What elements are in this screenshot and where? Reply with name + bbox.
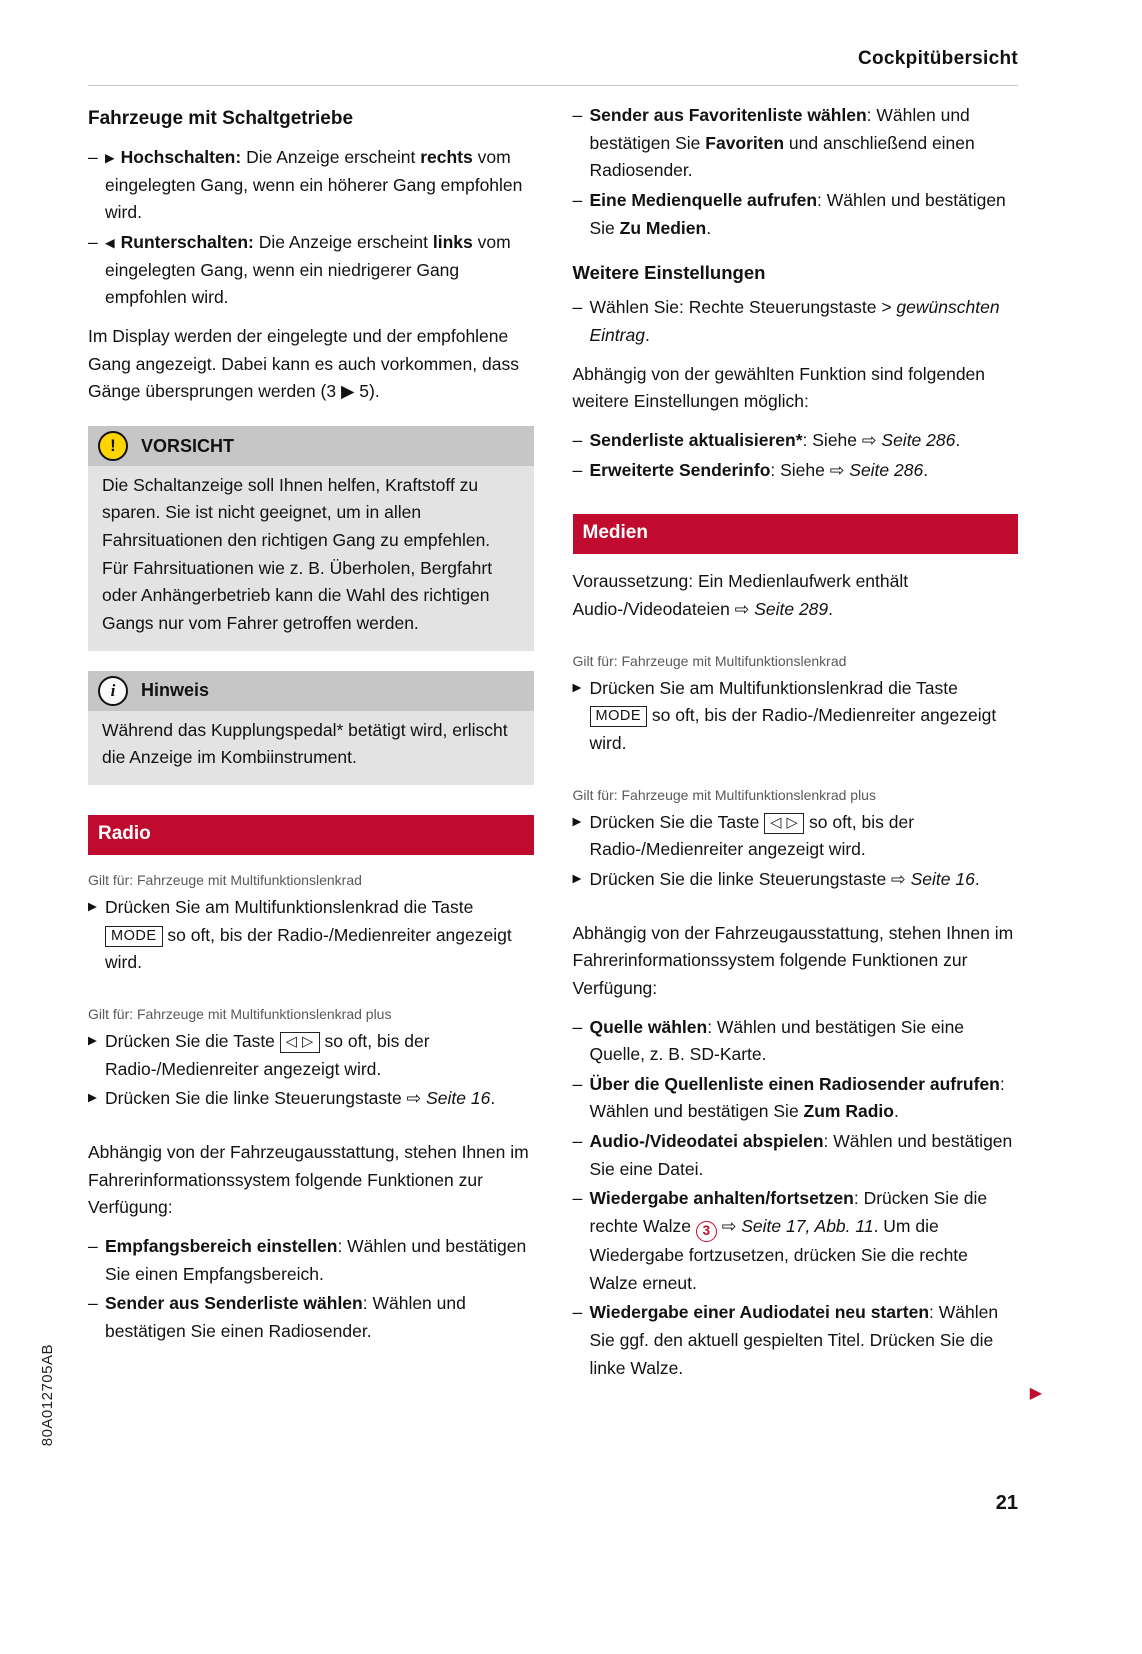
list-item-wiedergabe-neustart — [573, 1299, 1019, 1382]
text-segment: so oft, bis der Radio-/Medienreiter angezeigt wird. — [589, 811, 915, 860]
list-item-text — [590, 102, 1019, 185]
text-segment: . — [706, 217, 712, 238]
text-segment: Drücken Sie am Multifunktionslenkrad die Taste — [105, 897, 474, 918]
step-left-control — [88, 1085, 534, 1113]
text-segment: : Wählen und bestätigen Sie — [589, 1073, 1005, 1122]
text-segment: vom eingelegten Gang, wenn ein niedrigerer Gang empfohlen wird. — [105, 231, 511, 308]
text-segment: Wählen Sie: Rechte Steuerungstaste > — [589, 297, 897, 318]
dash-marker: – — [572, 459, 583, 480]
list-item-runterschalten — [88, 229, 534, 312]
page-reference: Seite 16 — [910, 868, 975, 889]
text-segment: : Wählen und bestätigen Sie — [589, 189, 1006, 238]
list-item-hochschalten — [88, 144, 534, 227]
text-segment: . — [893, 1101, 899, 1122]
emph-links: links — [432, 231, 473, 252]
text-segment: . — [923, 459, 929, 480]
dash-marker: – — [88, 147, 98, 168]
term-bold: Empfangsbereich einstellen — [105, 1235, 338, 1256]
applies-to-note-mfl-plus: Gilt für: Fahrzeuge mit Multifunktionslenkrad plus — [88, 1005, 392, 1022]
term-bold: Über die Quellenliste einen Radiosender aufrufen — [589, 1073, 1000, 1094]
caution-body: Die Schaltanzeige soll Ihnen helfen, Kraftstoff zu sparen. Sie ist nicht geeignet, um in allen Fahrsituationen den richtigen Gang zu empfehlen. Für Fahrsituationen wie z. B. Überholen, Bergfahrt oder Anhängerbetrieb kann die Wahl des richtigen Gangs nur vom Fahrer getroffen werden. — [88, 466, 534, 651]
text-segment: und anschließend einen Radiosender. — [589, 132, 975, 181]
list-item-text — [590, 1071, 1019, 1126]
applies-to-note-mfl: Gilt für: Fahrzeuge mit Multifunktionslenkrad — [572, 652, 847, 669]
dash-marker: – — [572, 1302, 583, 1323]
page-reference: Seite 17, Abb. 11 — [741, 1216, 874, 1237]
step-text — [105, 1028, 534, 1083]
dash-marker: – — [572, 105, 583, 125]
list-item-senderliste-aktualisieren — [573, 427, 1019, 455]
caution-box — [88, 426, 534, 651]
step-left-control — [573, 866, 1019, 894]
content-columns — [88, 102, 1018, 1384]
step-text — [590, 866, 1019, 894]
info-icon — [98, 676, 128, 706]
text-segment: . — [955, 429, 961, 450]
step-skip-key — [573, 809, 1019, 864]
text-segment: Drücken Sie die Taste — [589, 811, 765, 832]
text-segment: Drücken Sie die Taste — [105, 1031, 280, 1052]
text-segment: . — [644, 325, 650, 346]
downshift-arrow-icon: ◀ — [105, 235, 115, 250]
emph-rechts: rechts — [420, 147, 473, 168]
dash-marker: – — [572, 1131, 583, 1152]
list-item-text — [590, 187, 1019, 242]
term-bold: Sender aus Senderliste wählen — [105, 1293, 363, 1314]
list-item-text — [105, 1233, 534, 1288]
list-item-sender-favoritenliste — [573, 102, 1019, 185]
applies-to-note-mfl-plus: Gilt für: Fahrzeuge mit Multifunktionslenkrad plus — [572, 786, 876, 803]
term-bold: Senderliste aktualisieren* — [589, 429, 803, 450]
text-segment: Drücken Sie die linke Steuerungstaste ⇨ — [105, 1088, 427, 1109]
text-segment: ⇨ — [716, 1216, 742, 1237]
menu-term-zum-radio: Zum Radio — [803, 1101, 894, 1122]
warning-icon — [98, 431, 128, 461]
menu-term-zu-medien: Zu Medien — [619, 217, 707, 238]
dash-marker: – — [572, 189, 583, 210]
left-column — [88, 102, 534, 1384]
term-bold: Eine Medienquelle aufrufen — [589, 189, 818, 210]
text-segment: : Wählen und bestätigen Sie einen Radiosender. — [105, 1293, 466, 1341]
term-hochschalten: Hochschalten: — [120, 147, 242, 168]
step-text — [105, 1085, 534, 1113]
list-item-text — [590, 427, 1019, 455]
list-item-quelle-waehlen — [573, 1014, 1019, 1069]
caution-header — [88, 426, 534, 466]
right-column — [573, 102, 1019, 1384]
step-skip-key — [88, 1028, 534, 1083]
dash-marker: – — [88, 1235, 98, 1256]
text-segment: : Drücken Sie die rechte Walze — [589, 1188, 988, 1237]
term-bold: Quelle wählen — [589, 1016, 708, 1037]
note-title: Hinweis — [141, 680, 210, 701]
text-segment: : Siehe ⇨ — [802, 429, 882, 450]
term-bold: Wiedergabe einer Audiodatei neu starten — [589, 1302, 930, 1323]
dash-marker: – — [572, 1016, 583, 1037]
term-bold: Wiedergabe anhalten/fortsetzen — [589, 1188, 854, 1209]
mode-key: MODE — [590, 706, 648, 727]
page-reference: Seite 286 — [881, 429, 956, 450]
term-bold: Audio-/Videodatei abspielen — [589, 1131, 824, 1152]
list-item-sender-senderliste — [88, 1290, 534, 1345]
text-segment: . — [490, 1088, 496, 1109]
text-segment: so oft, bis der Radio-/Medienreiter angezeigt wird. — [105, 1031, 430, 1079]
list-item-audiodatei-abspielen — [573, 1128, 1019, 1183]
dash-marker: – — [88, 1293, 98, 1314]
dash-marker: – — [572, 297, 583, 318]
list-item-empfangsbereich — [88, 1233, 534, 1288]
dash-marker: – — [572, 429, 583, 450]
list-item-text — [105, 229, 534, 312]
list-item-waehlen-sie — [573, 294, 1019, 349]
step-mode-key — [88, 894, 534, 977]
page-reference: Seite 16 — [426, 1088, 491, 1109]
text-segment: Voraussetzung: Ein Medienlaufwerk enthält Audio-/Videodateien ⇨ — [572, 571, 909, 619]
media-skip-key: ◁ ▷ — [764, 813, 804, 834]
note-box — [88, 671, 534, 785]
page-reference: Seite 286 — [849, 459, 924, 480]
continue-arrow-icon: ▶ — [1029, 1385, 1042, 1402]
menu-term-favoriten: Favoriten — [705, 132, 785, 153]
menu-entry-italic: gewünschten Eintrag — [589, 297, 1000, 346]
step-bullet-icon: ▶ — [88, 1092, 97, 1105]
text-segment: . — [974, 868, 980, 889]
applies-to-note-mfl: Gilt für: Fahrzeuge mit Multifunktionslenkrad — [88, 871, 362, 888]
page-reference: Seite 289 — [754, 598, 829, 619]
step-bullet-icon: ▶ — [572, 815, 582, 828]
step-mode-key — [573, 675, 1019, 758]
paragraph-voraussetzung — [573, 568, 1019, 623]
text-segment: : Wählen und bestätigen Sie — [589, 105, 970, 153]
list-item-text — [105, 144, 534, 227]
document-code: 80A012705AB — [39, 1344, 56, 1447]
term-runterschalten: Runterschalten: — [120, 231, 254, 252]
heading-schaltgetriebe: Fahrzeuge mit Schaltgetriebe — [88, 108, 354, 129]
dash-marker: – — [572, 1073, 583, 1094]
step-bullet-icon: ▶ — [88, 1035, 97, 1048]
text-segment: Drücken Sie die linke Steuerungstaste ⇨ — [589, 868, 911, 889]
step-text — [105, 894, 534, 977]
text-segment: Die Anzeige erscheint — [241, 147, 421, 168]
list-item-wiedergabe-anhalten — [573, 1185, 1019, 1297]
running-header-title: Cockpitübersicht — [858, 48, 1018, 69]
text-segment: Drücken Sie am Multifunktionslenkrad die Taste — [589, 677, 958, 698]
media-skip-key: ◁ ▷ — [280, 1032, 320, 1053]
section-heading-radio: Radio — [88, 815, 534, 855]
text-segment: so oft, bis der Radio-/Medienreiter angezeigt wird. — [589, 705, 997, 753]
paragraph-abhaengig-funktion: Abhängig von der gewählten Funktion sind folgenden weitere Einstellungen möglich: — [572, 363, 986, 412]
term-bold: Sender aus Favoritenliste wählen — [589, 105, 867, 125]
list-item-text — [590, 1185, 1019, 1297]
list-item-erweiterte-senderinfo — [573, 457, 1019, 485]
text-segment: : Wählen und bestätigen Sie einen Empfangsbereich. — [105, 1235, 527, 1284]
dash-marker: – — [88, 231, 98, 252]
upshift-arrow-icon: ▶ — [105, 151, 115, 166]
text-segment: Die Anzeige erscheint — [253, 231, 433, 252]
paragraph-display: Im Display werden der eingelegte und der empfohlene Gang angezeigt. Dabei kann es auch vorkommen, dass Gänge übersprungen werden (3 ▶ 5). — [88, 325, 519, 402]
list-item-text — [590, 457, 1019, 485]
list-item-text — [590, 1014, 1019, 1069]
info-glyph: i — [110, 681, 116, 701]
page-number: 21 — [995, 1492, 1018, 1515]
section-heading-medien: Medien — [573, 514, 1019, 554]
text-segment: vom eingelegten Gang, wenn ein höherer Gang empfohlen wird. — [105, 147, 523, 223]
paragraph-functions: Abhängig von der Fahrzeugausstattung, stehen Ihnen im Fahrerinformationssystem folgende Funktionen zur Verfügung: — [572, 922, 1014, 998]
list-item-text — [590, 1299, 1019, 1382]
paragraph-functions: Abhängig von der Fahrzeugausstattung, stehen Ihnen im Fahrerinformationssystem folgende Funktionen zur Verfügung: — [88, 1141, 529, 1218]
text-segment: : Wählen und bestätigen Sie eine Quelle, z. B. SD-Karte. — [589, 1016, 965, 1065]
text-segment: . — [828, 598, 834, 619]
step-bullet-icon: ▶ — [572, 681, 582, 694]
list-item-quellenliste-radiosender — [573, 1071, 1019, 1126]
page-header — [88, 44, 1018, 86]
step-text — [590, 809, 1019, 864]
heading-weitere-einstellungen: Weitere Einstellungen — [572, 262, 766, 284]
step-bullet-icon: ▶ — [572, 872, 582, 885]
mode-key: MODE — [105, 926, 163, 947]
step-bullet-icon: ▶ — [88, 901, 97, 914]
dash-marker: – — [572, 1188, 583, 1209]
term-bold: Erweiterte Senderinfo — [589, 459, 771, 480]
list-item-text — [590, 294, 1019, 349]
caution-title: VORSICHT — [141, 435, 235, 456]
text-segment: . Um die Wiedergabe fortzusetzen, drücken Sie die rechte Walze erneut. — [589, 1216, 968, 1293]
list-item-text — [105, 1290, 534, 1345]
list-item-text — [590, 1128, 1019, 1183]
text-segment: so oft, bis der Radio-/Medienreiter angezeigt wird. — [105, 924, 512, 973]
list-item-medienquelle — [573, 187, 1019, 242]
callout-3-icon: 3 — [696, 1221, 717, 1242]
exclamation-glyph: ! — [110, 436, 116, 456]
text-segment: : Siehe ⇨ — [770, 459, 850, 480]
text-segment: : Wählen und bestätigen Sie eine Datei. — [589, 1131, 1013, 1179]
text-segment: : Wählen Sie ggf. den aktuell gespielten Titel. Drücken Sie die linke Walze. — [589, 1302, 999, 1378]
note-body: Während das Kupplungspedal* betätigt wird, erlischt die Anzeige im Kombiinstrument. — [88, 711, 534, 785]
note-header — [88, 671, 534, 711]
step-text — [590, 675, 1019, 758]
